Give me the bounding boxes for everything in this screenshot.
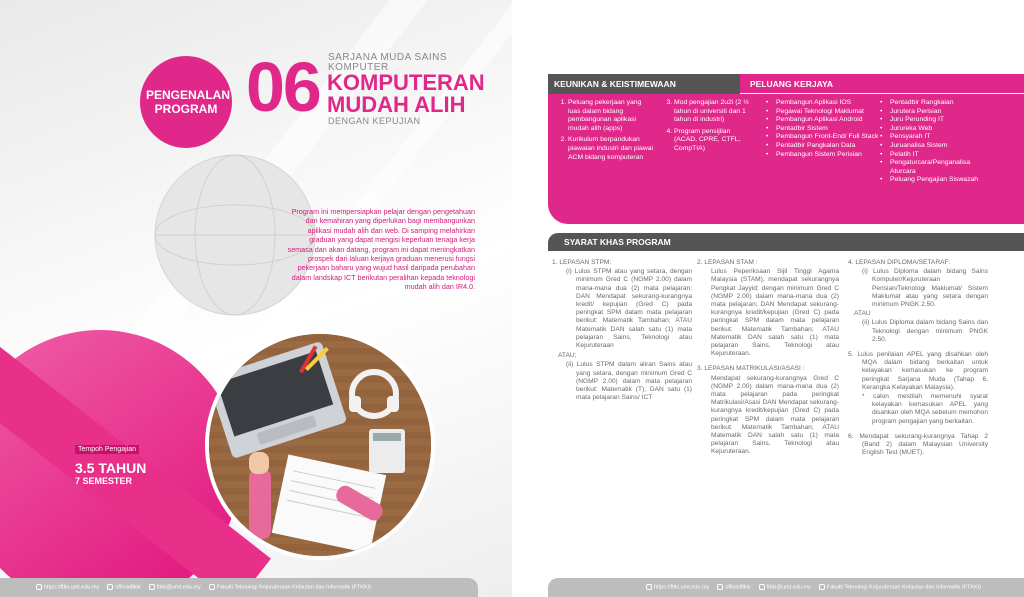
duration-label: Tempoh Pengajian [75,445,139,454]
keunikan-item: 3. Mod pengajian 2u2i (2 ½ tahun di universiti dan 1 tahun di industri) [674,99,752,125]
peluang-list-2 [880,99,992,185]
peluang-item: • Pegawai Teknologi Maklumat [766,108,881,117]
header-peluang: PELUANG KERJAYA [740,74,1024,94]
syarat-body: Mendapat sekurang-kurangnya Gred C (NGMP 2.00) dalam mana-mana dua (2) mata pelajaran pada peringkat Matrikulasi/Asasi DAN Mendapat sekurang-kurangnya kredit/kepujian (Gred C) pada peringkat SPM dalam mata pelajaran berikut: Matematik Tambahan; ATAU Matematik DAN salah satu (1) mata pelajaran Sains, Teknologi atau Kejuruteraan. [711,374,839,456]
footer-email-text: ftkki@umt.edu.my [156,584,201,591]
syarat-subitem: (i) Lulus STPM atau yang setara, dengan minimum Gred C (NGMP 2.00) dalam mana-mana dua (2) mata pelajaran; DAN Mendapat sekurang-kurangnya kredit/ kepujian (Gred C) pada peringkat SPM dalam mata pelajaran berikut: Matematik Tambahan; ATAU Matematik DAN salah satu (1) mata pelajaran Sains, Teknologi atau Kejuruteraan [566,268,692,350]
syarat-item-title: 5. Lulus penilaian APEL yang disahkan oleh MQA dalam bidang berkaitan untuk kelayakan kemasukan ke program peringkat Sarjana Muda (Tahap 6, Kerangka Kelayakan Malaysia). [848,351,988,391]
syarat-or: ATAU [854,310,871,318]
peluang-item: • Pembangun Front-End/ Full Stack [766,133,881,142]
peluang-item: • Pelatih IT [880,151,992,160]
footer-email-official[interactable] [107,584,140,590]
footer-website-text: https://fttki.umt.edu.my [44,584,100,591]
footer-website-text: https://fttki.umt.edu.my [654,584,710,591]
footer-facebook-text: Fakulti Teknologi Kejuruteraan Kelautan dan Informatik (FTKKI) [216,584,372,591]
footer-facebook[interactable] [209,584,371,590]
peluang-item: • Pensyarah IT [880,133,992,142]
syarat-column-1 [552,259,692,409]
badge-label: PENGENALAN PROGRAM [146,88,231,116]
keunikan-item: 1. Peluang pekerjaan yang luas dalam bidang pembangunan aplikasi mudah alih (apps) [568,99,654,133]
duration-semesters: 7 SEMESTER [75,476,133,486]
degree-suffix: DENGAN KEPUJIAN [328,116,421,126]
syarat-body: Lulus Peperiksaan Sijil Tinggi Agama Malaysia (STAM), mendapat sekurangnya Pengkat Jayyid; dengan minimum Gred C (NGMP 2.00) dalam mana-mana dua (2) mata pelajaran; DAN Mendapat sekurang-kurangnya kredit/kepujian (Gred C) pada peringkat SPM dalam mata pelajaran berikut: Matematik Tambahan; ATAU Matematik DAN salah satu (1) mata pelajaran Sains, Teknologi atau Kejuruteraan. [711,268,839,358]
keunikan-item: 2. Kurikulum berpandukan piawaian industri dan piawai ACM bidang komputeran [568,136,654,162]
footer-left [0,578,478,597]
peluang-item: • Pentadbir Rangkaian [880,99,992,108]
syarat-item-title: 6. Mendapat sekurang-kurangnya Tahap 2 (Band 2) dalam Malaysian University English Test (MUET). [848,432,988,457]
keunikan-list-left [554,99,654,165]
syarat-or: ATAU; [558,352,577,360]
program-number: 06 [246,48,320,126]
degree-prefix: SARJANA MUDA SAINS KOMPUTER [328,52,448,73]
peluang-item: • Pembangun Aplikasi Android [766,116,881,125]
facebook-icon [209,584,215,590]
peluang-item: • Pentadbir Sistem [766,125,881,134]
footer-email[interactable] [759,584,811,590]
keunikan-list-right [660,99,752,157]
program-intro: Program ini mempersiapkan pelajar dengan pengetahuan dan kemahiran yang diperlukan bagi membangunkan aplikasi mudah alih dan web. Di samping melahirkan graduan yang dapat mengisi keperluan tenaga kerja semasa dan akan datang, program ini dapat meningkatkan prospek dari laluan kerjaya graduan menerusi fungsi pekerjaan baharu yang wujud hasil daripada perubahan dalam landskap ICT berikutan peralihan kepada teknologi mudah alih dan IR4.0. [287,207,475,292]
globe-icon [36,584,42,590]
footer-facebook-text: Fakulti Teknologi Kejuruteraan Kelautan dan Informatik (FTKKI) [826,584,982,591]
footer-right [548,578,1024,597]
syarat-item-title: 4. LEPASAN DIPLOMA/SETARAF: [848,259,951,266]
syarat-item-title: 1. LEPASAN STPM: [552,259,612,266]
footer-email[interactable] [149,584,201,590]
footer-facebook[interactable] [819,584,981,590]
introduction-badge [140,56,232,148]
footer-email-text: ftkki@umt.edu.my [766,584,811,591]
syarat-subitem: (ii) Lulus Diploma dalam bidang Sains dan Teknologi dengan minimum PNGK 2.50. [862,319,988,343]
peluang-item: • Juruanalisa Sistem [880,142,992,151]
footer-email-official-text: officialftkki [115,584,141,591]
peluang-item: • Pembangun Sistem Perisian [766,151,881,160]
syarat-subitem: (i) Lulus Diploma dalam bidang Sains Komputer/Kejuruteraan Perisian/Teknologi Maklumat/ Sistem Maklumat atau yang setara dengan minimum PNGK 2.50. [862,268,988,309]
syarat-item-title: 3. LEPASAN MATRIKULASI/ASASI : [697,365,805,373]
peluang-item: • Pengaturcara/Penganalisa Aturcara [880,159,992,176]
mail-icon [149,584,155,590]
mail-icon [107,584,113,590]
globe-icon [646,584,652,590]
program-title: KOMPUTERAN MUDAH ALIH [327,70,485,117]
mail-icon [717,584,723,590]
peluang-item: • Jurutera Perisian [880,108,992,117]
syarat-note: * calon mestilah memenuhi syarat kelayakan kemasukan APEL yang disahkan oleh MQA sebelum memohon program pengajian yang berkaitan. [862,393,988,425]
peluang-item: • Jurureka Web [880,125,992,134]
footer-email-official-text: officialftkki [725,584,751,591]
mail-icon [759,584,765,590]
duration-block [75,438,155,486]
peluang-item: • Pentadbir Pangkalan Data [766,142,881,151]
footer-website[interactable] [646,584,709,590]
footer-website[interactable] [36,584,99,590]
keunikan-item: 4. Program pensijilan (ACAD, CPRE, CTFL, CompTIA) [674,128,752,154]
syarat-column-2 [697,259,839,464]
syarat-item-title: 2. LEPASAN STAM : [697,259,758,266]
syarat-column-3 [848,259,988,464]
peluang-item: • Peluang Pengajian Siswazah [880,176,992,185]
header-syarat: SYARAT KHAS PROGRAM [548,233,1024,251]
facebook-icon [819,584,825,590]
syarat-subitem: (ii) Lulus STPM dalam aliran Sains atau yang setara, dengan minimum Gred C (NGMP 2.00) dalam mata pelajaran berikut: Matematik (T); DAN satu (1) mata pelajaran Sains/ ICT [566,361,692,402]
peluang-item: • Juru Perunding IT [880,116,992,125]
header-keunikan: KEUNIKAN & KEISTIMEWAAN [548,74,740,94]
peluang-item: • Pembangun Aplikasi IOS [766,99,881,108]
duration-years: 3.5 TAHUN [75,460,147,476]
footer-email-official[interactable] [717,584,750,590]
desk-photo [205,330,435,560]
peluang-list-1 [766,99,881,159]
